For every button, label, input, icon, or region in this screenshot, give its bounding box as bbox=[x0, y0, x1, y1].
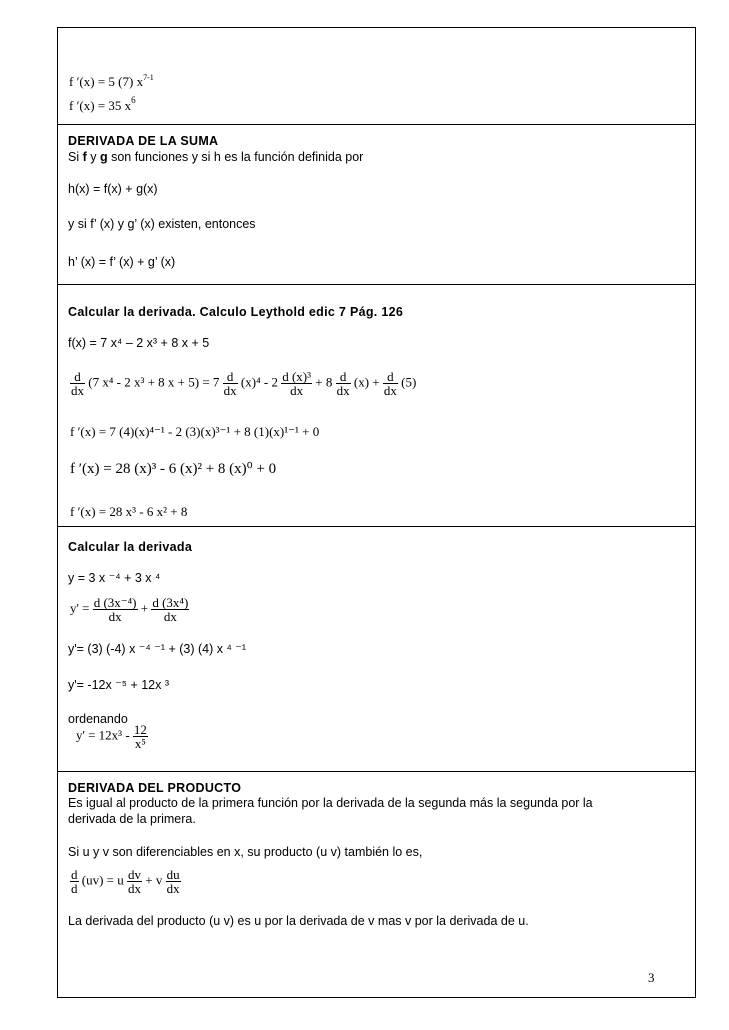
suma-intro: Si f y g son funciones y si h es la función definida por bbox=[68, 150, 364, 164]
formula-line-2: f ′(x) = 35 $x^6$ bbox=[69, 95, 136, 113]
divider bbox=[57, 526, 696, 527]
example-1-step-2: f ′(x) = 7 (4)(x)⁴⁻¹ - 2 (3)(x)³⁻¹ + 8 (1)(x)¹⁻¹ + 0 bbox=[70, 424, 320, 439]
example-1-title: Calcular la derivada. Calculo Leythold edic 7 Pág. 126 bbox=[68, 305, 404, 319]
suma-rule: h’ (x) = f’ (x) + g’ (x) bbox=[68, 255, 176, 269]
formula-line-1: f ′(x) = 5 (7) $x^{7-1}$ bbox=[69, 73, 154, 89]
example-2-step-2: y'= (3) (-4) x ⁻⁴ ⁻¹ + (3) (4) x ⁴ ⁻¹ bbox=[68, 642, 247, 656]
divider bbox=[57, 124, 696, 125]
example-2-step-3: y'= -12x ⁻⁵ + 12x ³ bbox=[68, 678, 170, 692]
section-title-suma: DERIVADA DE LA SUMA bbox=[68, 134, 219, 148]
suma-condition: y si f’ (x) y g’ (x) existen, entonces bbox=[68, 217, 256, 231]
example-1-step-4: f ′(x) = 28 x³ - 6 x² + 8 bbox=[70, 504, 188, 519]
example-2-function: y = 3 x ⁻⁴ + 3 x ⁴ bbox=[68, 571, 161, 585]
section-title-producto: DERIVADA DEL PRODUCTO bbox=[68, 781, 242, 795]
page-number: 3 bbox=[648, 970, 655, 985]
producto-paragraph-4: La derivada del producto (u v) es u por la derivada de v mas v por la derivada de u. bbox=[68, 914, 529, 928]
example-2-ordenando: ordenando bbox=[68, 712, 128, 726]
example-2-title: Calcular la derivada bbox=[68, 540, 193, 554]
producto-paragraph-2: derivada de la primera. bbox=[68, 812, 196, 826]
divider bbox=[57, 771, 696, 772]
producto-paragraph-1: Es igual al producto de la primera función por la derivada de la segunda más la segunda por la bbox=[68, 796, 593, 810]
divider bbox=[57, 284, 696, 285]
example-2-final: y' = 12x³ - $\frac{12}{\text{x⁵}}$ bbox=[76, 722, 147, 751]
example-1-function: f(x) = 7 x⁴ – 2 x³ + 8 x + 5 bbox=[68, 336, 210, 350]
example-2-step-1: y' = $\frac{\text{d (3x⁻⁴)}}{dx}$ + $\frac{\text{d (3x⁴)}}{dx}$ bbox=[70, 595, 189, 624]
producto-paragraph-3: Si u y v son diferenciables en x, su producto (u v) también lo es, bbox=[68, 845, 423, 859]
example-1-step-1: $\frac{d}{dx}$ (7 x⁴ - 2 x³ + 8 x + 5) = 7 $\frac{d}{dx}$ (x)⁴ - 2 $\frac{\text{d (x)³}}{dx}$ + 8 $\frac{d}{dx}$ (x) + $\frac{d}{dx}$ (5) bbox=[71, 369, 417, 398]
producto-formula: $\frac{d}{d}$ (uv) = u $\frac{dv}{dx}$ + v $\frac{du}{dx}$ bbox=[71, 867, 180, 896]
suma-definition: h(x) = f(x) + g(x) bbox=[68, 182, 158, 196]
example-1-step-3: f ′(x) = 28 (x)³ - 6 (x)² + 8 (x)⁰ + 0 bbox=[70, 461, 277, 477]
